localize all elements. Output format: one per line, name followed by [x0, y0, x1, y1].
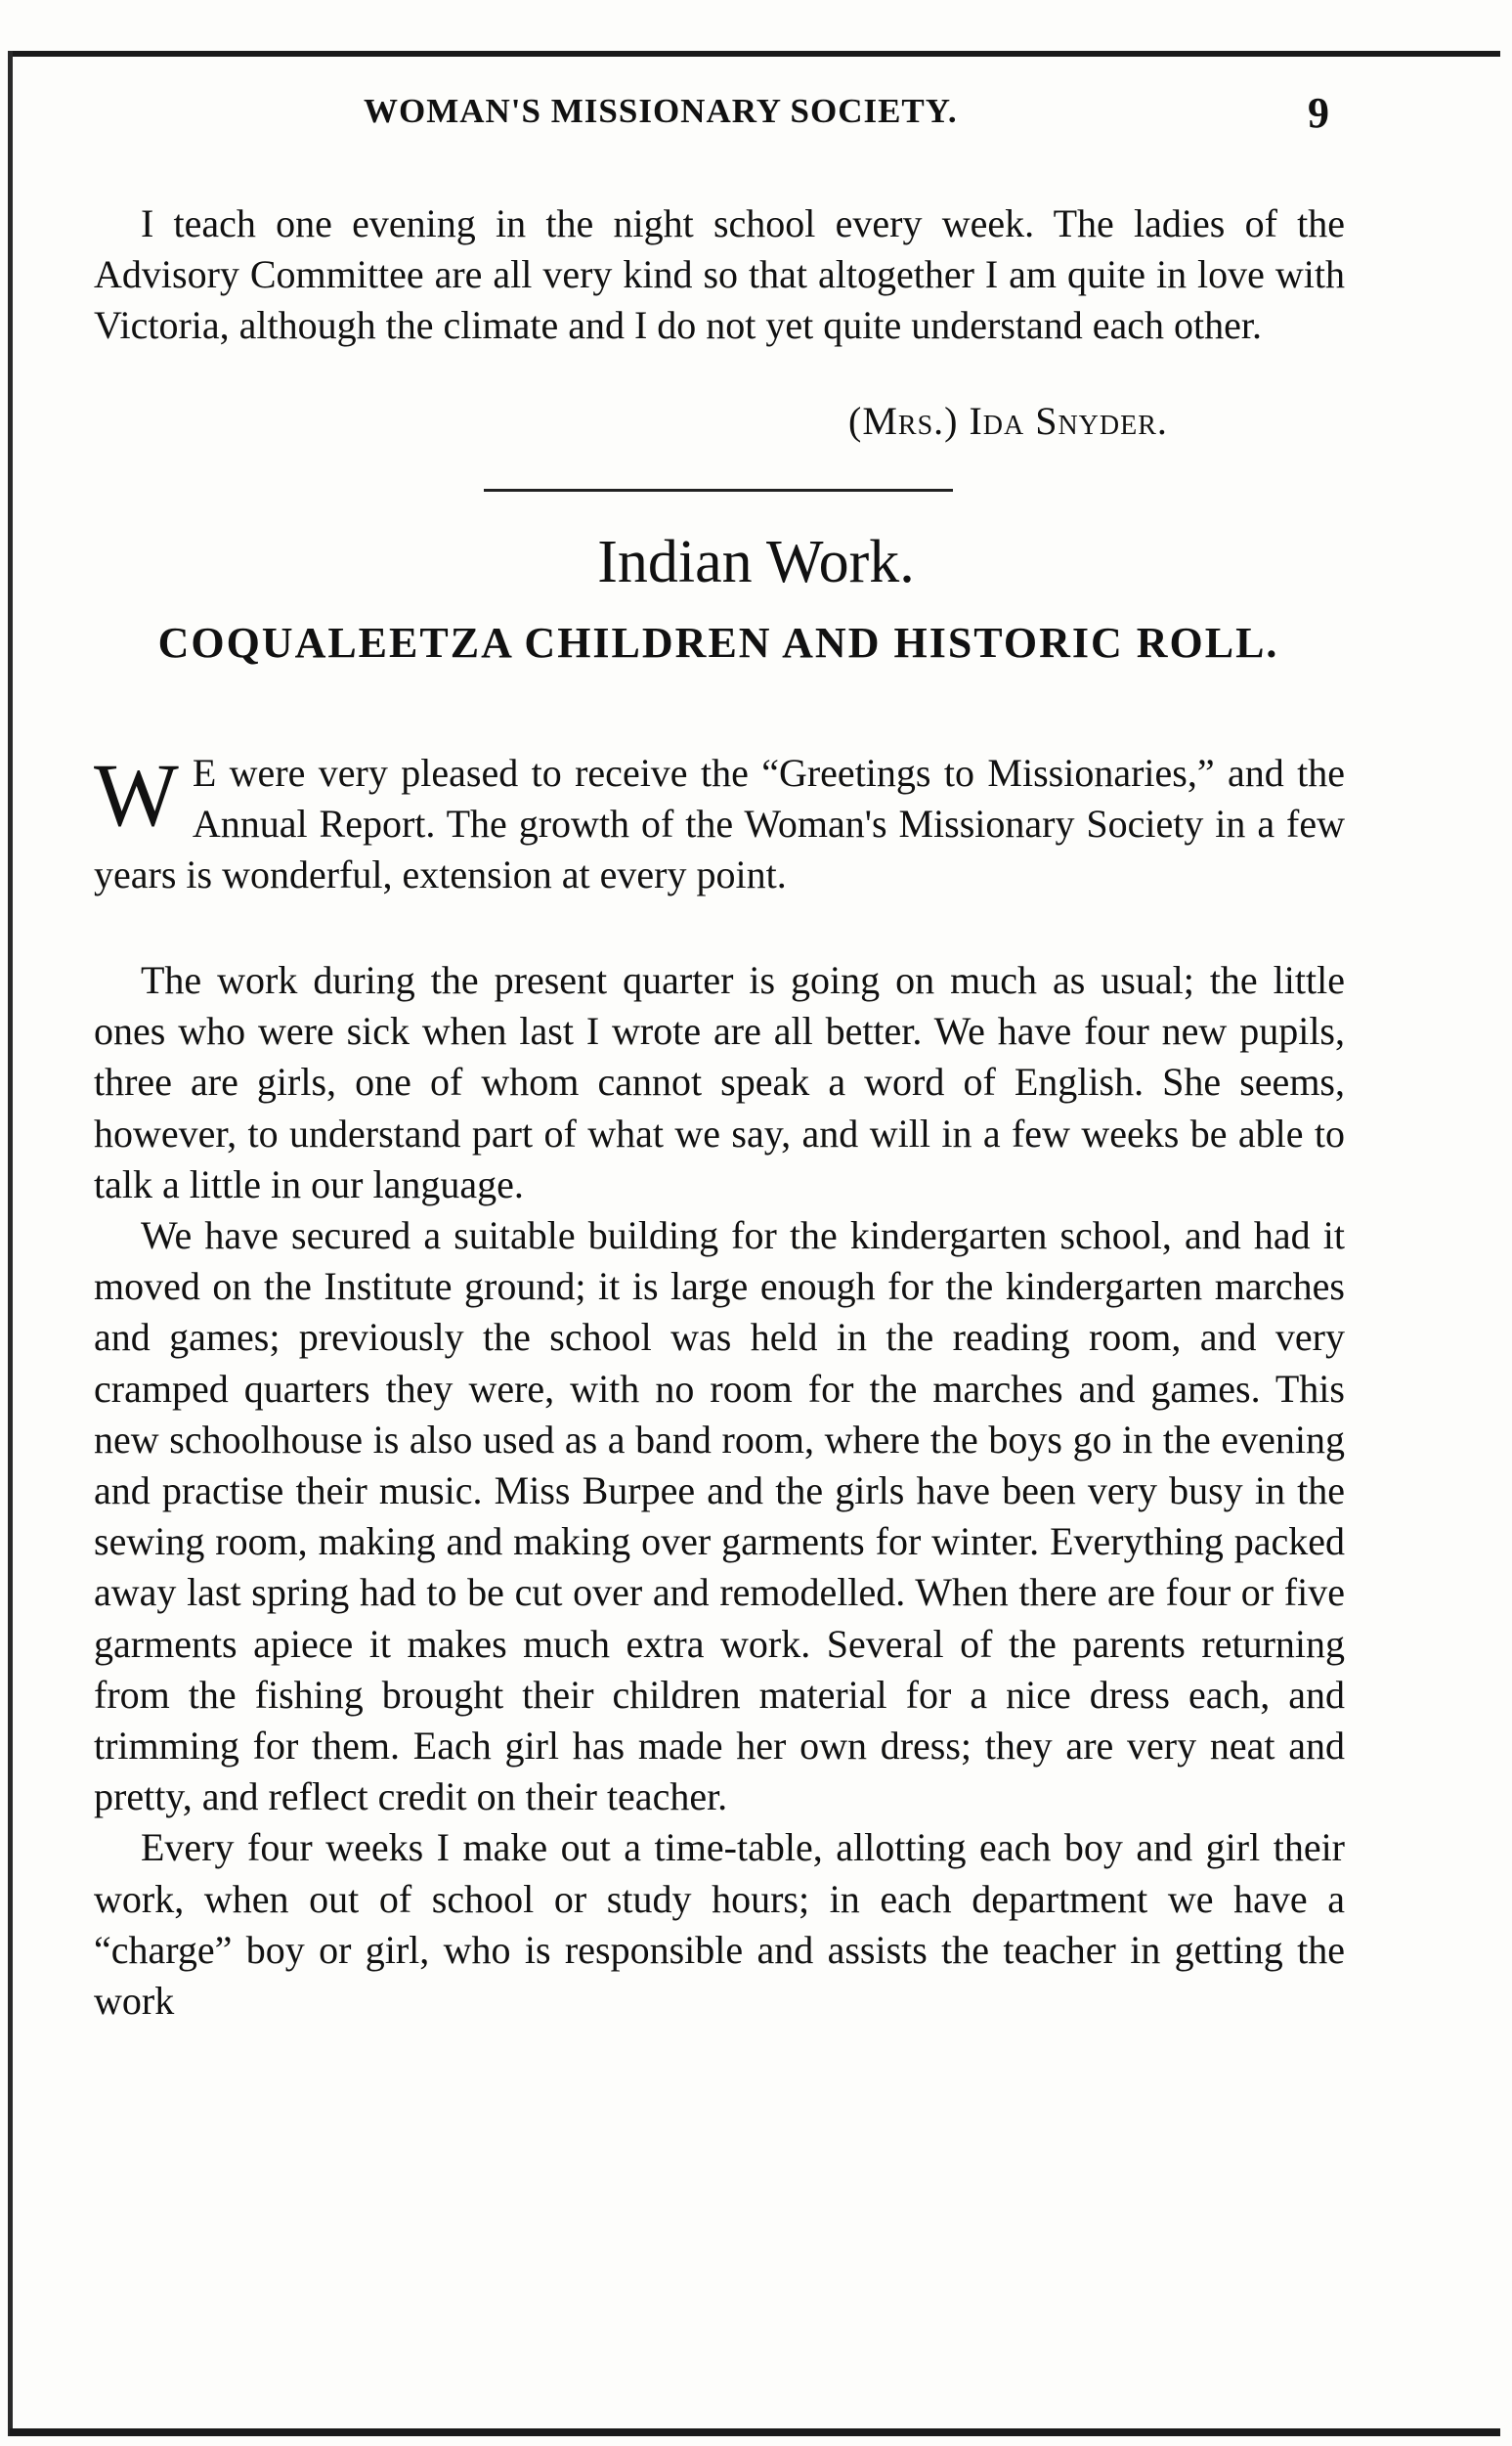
- paragraph: We have secured a suitable building for the kindergarten school, and had it moved on the Institute ground; it is large enough for the kindergarten marches and games; previously the school was held in the reading room, and very cramped quarters they were, with no room for the marches and games. This new schoolhouse is also used as a band room, where the boys go in the evening and practise their music. Miss Burpee and the girls have been very busy in the sewing room, making and making over garments for winter. Everything packed away last spring had to be cut over and remodelled. When there are four or five garments apiece it makes much extra work. Several of the parents returning from the fishing brought their children material for a nice dress each, and trimming for them. Each girl has made her own dress; they are very neat and pretty, and reflect credit on their teacher.: [94, 1213, 1345, 1819]
- top-border-rule: [10, 51, 1500, 57]
- page-header: [0, 88, 1512, 137]
- first-paragraph-text: E were very pleased to receive the “Greetings to Missionaries,” and the Annual Report. The growth of the Woman's Missionary Society in a few years is wonderful, extension at every point.: [94, 751, 1345, 897]
- signature: (Mrs.) Ida Snyder.: [848, 399, 1168, 443]
- left-border-rule: [8, 51, 13, 2436]
- paragraph: Every four weeks I make out a time-table, allotting each boy and girl their work, when out of school or study hours; in each department we have a “charge” boy or girl, who is responsible and assists the teacher in getting the work: [94, 1825, 1345, 2024]
- section-title: Indian Work.: [597, 529, 915, 595]
- article-first-paragraph: [94, 745, 1345, 901]
- letter-closing-paragraph: I teach one evening in the night school every week. The ladies of the Advisory Committee are all very kind so that altogether I am quite in love with Victoria, although the climate and I do not yet quite understand each other.: [94, 201, 1345, 348]
- page-number: 9: [1308, 89, 1329, 137]
- drop-cap: W: [94, 745, 179, 845]
- bottom-border-rule: [10, 2428, 1500, 2436]
- article-body: [94, 955, 1345, 2027]
- running-head: WOMAN'S MISSIONARY SOCIETY.: [364, 92, 958, 130]
- article-subtitle: COQUALEETZA CHILDREN AND HISTORIC ROLL.: [157, 619, 1279, 667]
- section-divider: [484, 489, 953, 492]
- first-paragraph: [94, 745, 1345, 901]
- paragraph: The work during the present quarter is going on much as usual; the little ones who were sick when last I wrote are all better. We have four new pupils, three are girls, one of whom cannot speak a word of English. She seems, however, to understand part of what we say, and will in a few weeks be able to talk a little in our language.: [94, 958, 1345, 1206]
- letter-closing: [94, 198, 1345, 352]
